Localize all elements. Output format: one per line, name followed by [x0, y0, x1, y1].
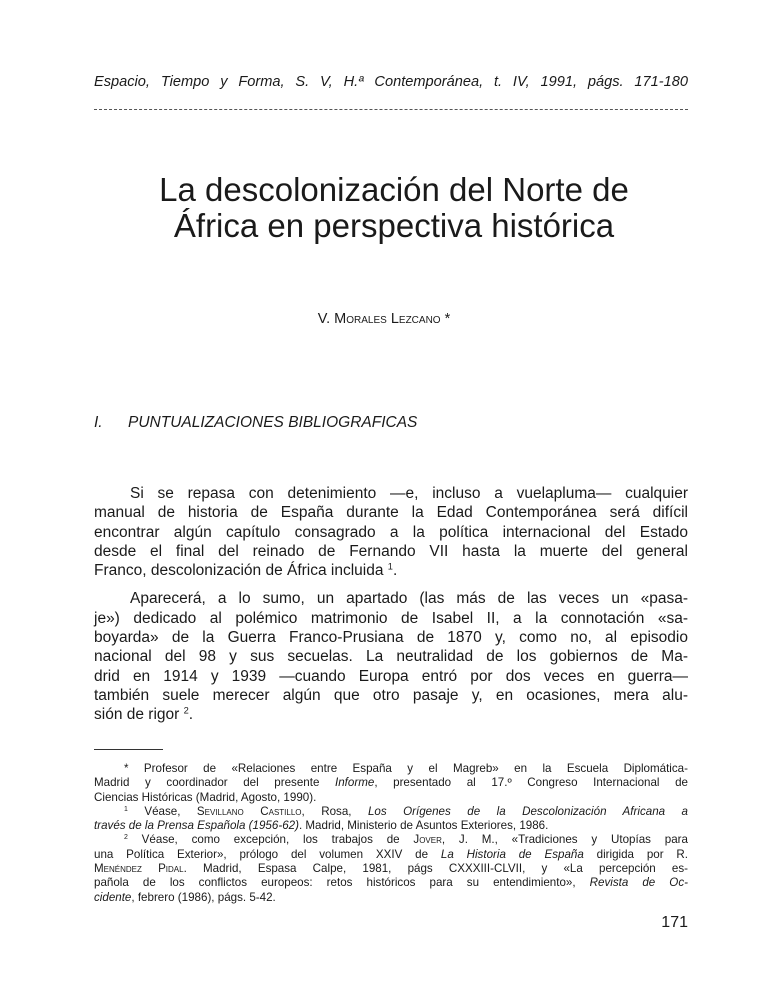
text-segment: Sevillano Castillo	[196, 804, 302, 818]
footnote-marker: 2	[183, 705, 189, 716]
header-rule	[94, 109, 688, 110]
author-footnote-mark: *	[440, 311, 451, 327]
footnote-marker: 1	[124, 805, 128, 813]
text-segment: , Rosa,	[301, 804, 368, 818]
page-number: 171	[661, 914, 688, 931]
text-segment: una Política Exterior», prólogo del volumen XXIV de	[94, 847, 441, 861]
text-segment: * Profesor de «Relaciones entre España y el Magreb» en la Escuela Diplomática-	[124, 762, 688, 775]
text-line	[94, 833, 688, 847]
text-line	[94, 776, 688, 790]
author-name: Morales Lezcano	[334, 311, 441, 327]
text-segment: cidente	[94, 890, 132, 904]
text-segment: .	[392, 562, 398, 580]
text-segment: también suele merecer algún que otro pasaje y, en ocasiones, mera alu-	[94, 686, 688, 704]
text-line	[94, 484, 688, 503]
text-segment: boyarda» de la Guerra Franco-Prusiana de 1870 y, como no, al episodio	[94, 629, 688, 647]
text-line	[94, 561, 688, 580]
text-segment: . Madrid, Espasa Calpe, 1981, págs CXXXIII-CLVII, y «La percepción es-	[183, 862, 689, 876]
text-segment: drid en 1914 y 1939 —cuando Europa entró por dos veces en guerra—	[94, 667, 688, 685]
footnote	[94, 762, 688, 805]
footnotes	[94, 762, 688, 905]
text-segment: Informe	[335, 776, 375, 790]
text-segment: La Historia de España	[440, 847, 584, 861]
text-segment: pañola de los conflictos europeos: retos históricos para su entendimiento»,	[94, 876, 590, 890]
text-line	[94, 542, 688, 561]
text-line	[94, 891, 688, 905]
text-segment: Ciencias Históricas (Madrid, Agosto, 1990).	[94, 790, 317, 804]
text-segment: . Madrid, Ministerio de Asuntos Exteriores, 1986.	[298, 819, 549, 833]
article-title	[60, 172, 728, 244]
paragraph	[94, 589, 688, 724]
section-title: PUNTUALIZACIONES BIBLIOGRAFICAS	[128, 414, 418, 431]
text-segment: sión de rigor	[94, 706, 184, 724]
text-line	[94, 862, 688, 876]
text-line	[94, 848, 688, 862]
footnote	[94, 833, 688, 904]
text-segment: , J. M., «Tradiciones y Utopías para	[441, 833, 688, 847]
footnote-marker: 1	[387, 561, 393, 572]
text-segment: Aparecerá, a lo sumo, un apartado (las más de las veces un «pasa-	[130, 590, 688, 608]
text-segment: Franco, descolonización de África incluida	[94, 562, 388, 580]
footnote	[94, 805, 688, 834]
text-line	[94, 609, 688, 628]
text-segment: través de la Prensa Española (1956-62)	[94, 819, 299, 833]
text-line	[94, 667, 688, 686]
text-line	[94, 819, 688, 833]
footnote-marker: 2	[124, 834, 128, 842]
text-segment: Revista de Oc-	[589, 876, 688, 890]
running-header: Espacio, Tiempo y Forma, S. V, H.ª Contemporánea, t. IV, 1991, págs. 171-180	[94, 74, 688, 90]
footnote-rule	[94, 749, 163, 750]
text-line	[94, 523, 688, 542]
text-line	[94, 628, 688, 647]
text-segment: Véase,	[127, 804, 197, 818]
text-segment: Menéndez Pidal	[94, 862, 184, 876]
text-line	[94, 762, 688, 776]
text-segment: dirigida por R.	[583, 847, 689, 861]
text-segment: Jover	[413, 833, 442, 847]
text-segment: Véase, como excepción, los trabajos de	[127, 833, 414, 847]
title-line: La descolonización del Norte de	[159, 171, 629, 208]
title-line: África en perspectiva histórica	[173, 207, 615, 244]
body-text	[94, 484, 688, 725]
text-segment: , febrero (1986), págs. 5-42.	[131, 890, 276, 904]
text-line	[94, 647, 688, 666]
text-segment: manual de historia de España durante la Edad Contemporánea será difícil	[94, 504, 688, 522]
text-line	[94, 805, 688, 819]
text-line	[94, 876, 688, 890]
text-segment: desde el final del reinado de Fernando VII hasta la muerte del general	[94, 542, 688, 560]
text-segment: je») dedicado al polémico matrimonio de Isabel II, a la connotación «sa-	[94, 609, 688, 627]
text-line	[94, 503, 688, 522]
text-segment: Madrid y coordinador del presente	[94, 776, 335, 790]
paragraph	[94, 484, 688, 580]
section-heading	[94, 414, 417, 432]
text-segment: nacional del 98 y sus secuelas. La neutralidad de los gobiernos de Ma-	[94, 648, 688, 666]
text-line	[94, 705, 688, 724]
text-line	[94, 791, 688, 805]
text-line	[94, 589, 688, 608]
author-byline	[0, 311, 768, 327]
paragraph-gap	[94, 580, 688, 589]
text-segment: Los Orígenes de la Descolonización Africana a	[367, 804, 689, 818]
author-initial: V.	[317, 311, 335, 327]
text-segment: , presentado al 17.º Congreso Internacional de	[374, 776, 688, 790]
text-line	[94, 686, 688, 705]
text-segment: .	[188, 706, 194, 724]
text-segment: encontrar algún capítulo consagrado a la política internacional del Estado	[94, 523, 688, 541]
text-segment: Si se repasa con detenimiento —e, incluso a vuelapluma— cualquier	[130, 485, 688, 502]
section-number: I.	[94, 414, 103, 431]
